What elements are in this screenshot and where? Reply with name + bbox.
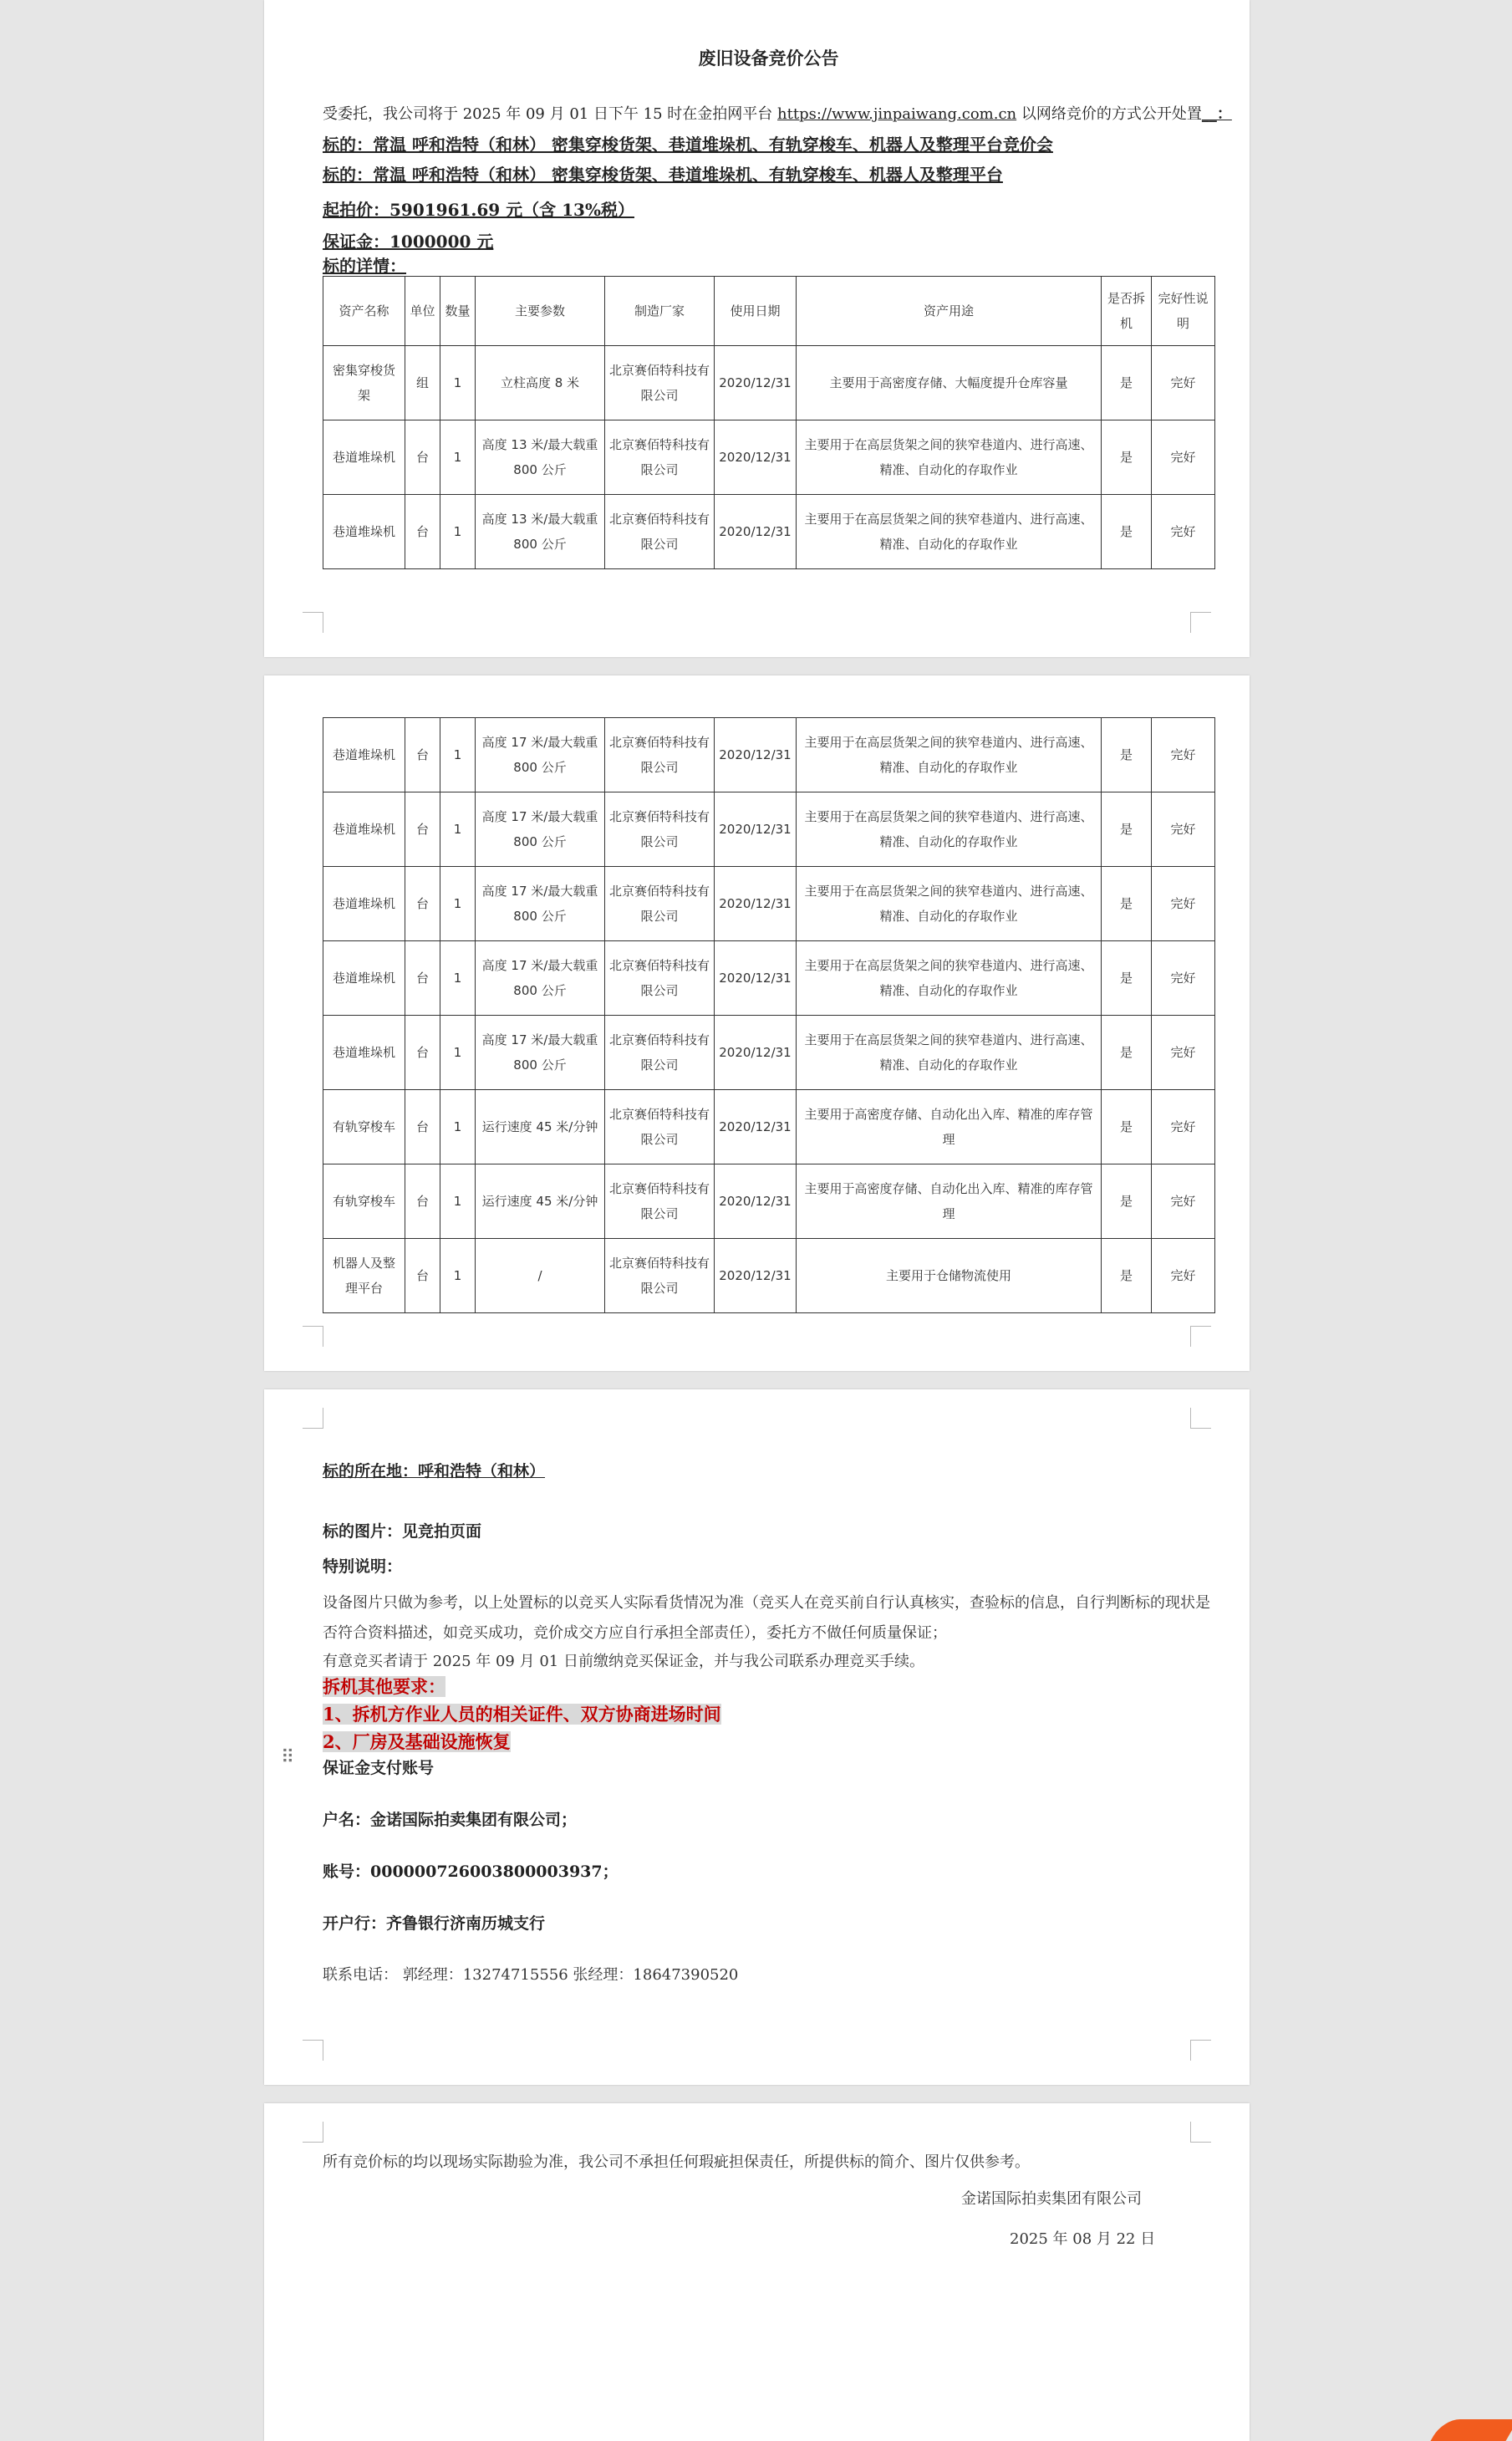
table-cell: 高度 17 米/最大载重 800 公斤: [476, 941, 605, 1016]
table-cell: 高度 17 米/最大载重 800 公斤: [476, 792, 605, 867]
account-number: 账号：000000726003800003937；: [323, 1863, 619, 1881]
table-cell: 完好: [1152, 1239, 1215, 1313]
table-cell: 北京赛佰特科技有限公司: [605, 1016, 715, 1090]
table-cell: 主要用于在高层货架之间的狭窄巷道内、进行高速、精准、自动化的存取作业: [797, 718, 1102, 792]
table-cell: 是: [1102, 346, 1152, 420]
subject-line-1: 标的：常温 呼和浩特（和林） 密集穿梭货架、巷道堆垛机、有轨穿梭车、机器人及整理平台竞价会: [323, 135, 1053, 155]
table-cell: 2020/12/31: [715, 420, 797, 495]
table-cell: 2020/12/31: [715, 1090, 797, 1164]
table-cell: 完好: [1152, 1016, 1215, 1090]
table-cell: 数量: [440, 277, 476, 346]
requirement-2: 2、厂房及基础设施恢复: [323, 1731, 511, 1752]
table-cell: 2020/12/31: [715, 1164, 797, 1239]
special-text: 设备图片只做为参考，以上处置标的以竞买人实际看货情况为准（竞买人在竞买前自行认真核实，查验标的信息，自行判断标的现状是否符合资料描述，如竞买成功，竞价成交方应自行承担全部责任），委托方不做任何质量保证；: [323, 1594, 1210, 1642]
table-cell: /: [476, 1239, 605, 1313]
table-cell: 2020/12/31: [715, 346, 797, 420]
table-cell: 主要用于高密度存储、自动化出入库、精准的库存管理: [797, 1090, 1102, 1164]
page-corner-mark: [303, 612, 323, 633]
table-cell: 高度 17 米/最大载重 800 公斤: [476, 1016, 605, 1090]
table-cell: 完好: [1152, 718, 1215, 792]
asset-table-continued: [323, 717, 1215, 1313]
table-cell: 1: [440, 420, 476, 495]
page-corner-mark: [303, 2122, 323, 2143]
table-cell: 台: [405, 867, 440, 941]
table-cell: 2020/12/31: [715, 718, 797, 792]
issue-date: 2025 年 08 月 22 日: [1010, 2230, 1156, 2248]
table-cell: 完好: [1152, 495, 1215, 569]
table-cell: 完好: [1152, 420, 1215, 495]
table-cell: 台: [405, 718, 440, 792]
table-cell: 有轨穿梭车: [323, 1164, 405, 1239]
table-cell: 北京赛佰特科技有限公司: [605, 346, 715, 420]
table-row: [323, 792, 1215, 867]
table-cell: 2020/12/31: [715, 1016, 797, 1090]
table-row: [323, 718, 1215, 792]
table-cell: 1: [440, 867, 476, 941]
page-corner-mark: [1190, 1408, 1211, 1429]
intro-text: 受委托，我公司将于 2025 年 09 月 01 日下午 15 时在金拍网平台: [323, 105, 778, 123]
table-cell: 1: [440, 941, 476, 1016]
intro-blank: __：: [1201, 105, 1232, 123]
table-cell: 2020/12/31: [715, 941, 797, 1016]
table-cell: 2020/12/31: [715, 792, 797, 867]
table-cell: 台: [405, 1090, 440, 1164]
table-cell: 北京赛佰特科技有限公司: [605, 1164, 715, 1239]
disassembly-label: 拆机其他要求：: [323, 1676, 445, 1697]
table-cell: 资产用途: [797, 277, 1102, 346]
table-cell: 是: [1102, 792, 1152, 867]
table-cell: 2020/12/31: [715, 1239, 797, 1313]
platform-link[interactable]: https://www.jinpaiwang.com.cn: [777, 105, 1017, 123]
table-cell: 主要用于在高层货架之间的狭窄巷道内、进行高速、精准、自动化的存取作业: [797, 495, 1102, 569]
table-cell: 1: [440, 1090, 476, 1164]
table-cell: 2020/12/31: [715, 495, 797, 569]
table-cell: 主要用于在高层货架之间的狭窄巷道内、进行高速、精准、自动化的存取作业: [797, 1016, 1102, 1090]
table-cell: 北京赛佰特科技有限公司: [605, 718, 715, 792]
table-row: [323, 1016, 1215, 1090]
table-cell: 台: [405, 941, 440, 1016]
table-row: [323, 1164, 1215, 1239]
table-cell: 台: [405, 495, 440, 569]
table-cell: 主要用于在高层货架之间的狭窄巷道内、进行高速、精准、自动化的存取作业: [797, 420, 1102, 495]
document-page-2: [264, 675, 1250, 1371]
asset-table: [323, 276, 1215, 569]
table-cell: 单位: [405, 277, 440, 346]
disclaimer: 所有竞价标的均以现场实际勘验为准，我公司不承担任何瑕疵担保责任，所提供标的简介、图片仅供参考。: [323, 2153, 1030, 2171]
table-cell: 北京赛佰特科技有限公司: [605, 867, 715, 941]
table-row: [323, 420, 1215, 495]
table-cell: 巷道堆垛机: [323, 718, 405, 792]
intro-text-2: 以网络竞价的方式公开处置: [1016, 105, 1202, 123]
table-row: [323, 1090, 1215, 1164]
subject-line-2: 标的：常温 呼和浩特（和林） 密集穿梭货架、巷道堆垛机、有轨穿梭车、机器人及整理平台: [323, 165, 1003, 185]
page-corner-mark: [303, 2040, 323, 2061]
table-cell: 有轨穿梭车: [323, 1090, 405, 1164]
page-corner-mark: [1190, 2040, 1211, 2061]
table-cell: 主要用于高密度存储、自动化出入库、精准的库存管理: [797, 1164, 1102, 1239]
document-page-4: [264, 2103, 1250, 2441]
bank-name: 开户行：齐鲁银行济南历城支行: [323, 1914, 546, 1933]
deposit-notice: 有意竞买者请于 2025 年 09 月 01 日前缴纳竞买保证金，并与我公司联系办理竞买手续。: [323, 1653, 924, 1670]
contact-phones: 联系电话： 郭经理：13274715556 张经理：18647390520: [323, 1966, 739, 1984]
drag-handle-icon[interactable]: ⠿: [281, 1747, 295, 1768]
table-cell: 制造厂家: [605, 277, 715, 346]
details-label: 标的详情：: [323, 256, 406, 276]
document-page-3: [264, 1389, 1250, 2085]
table-cell: 使用日期: [715, 277, 797, 346]
table-cell: 台: [405, 420, 440, 495]
table-row: [323, 495, 1215, 569]
account-label: 保证金支付账号: [323, 1759, 435, 1777]
table-cell: 北京赛佰特科技有限公司: [605, 1090, 715, 1164]
table-cell: 完好: [1152, 1164, 1215, 1239]
table-cell: 完好: [1152, 792, 1215, 867]
table-cell: 是: [1102, 1016, 1152, 1090]
table-row: [323, 346, 1215, 420]
table-cell: 密集穿梭货架: [323, 346, 405, 420]
table-cell: 主要用于在高层货架之间的狭窄巷道内、进行高速、精准、自动化的存取作业: [797, 867, 1102, 941]
table-cell: 是: [1102, 420, 1152, 495]
table-cell: 完好: [1152, 941, 1215, 1016]
intro-paragraph: [323, 104, 1232, 125]
table-cell: 立柱高度 8 米: [476, 346, 605, 420]
table-cell: 完好: [1152, 867, 1215, 941]
account-holder: 户名：金诺国际拍卖集团有限公司；: [323, 1811, 578, 1829]
table-header-row: [323, 277, 1215, 346]
page-corner-mark: [303, 1408, 323, 1429]
table-cell: 资产名称: [323, 277, 405, 346]
table-cell: 2020/12/31: [715, 867, 797, 941]
special-label: 特别说明：: [323, 1557, 403, 1576]
table-cell: 巷道堆垛机: [323, 867, 405, 941]
issuer-company: 金诺国际拍卖集团有限公司: [961, 2190, 1142, 2208]
table-cell: 机器人及整理平台: [323, 1239, 405, 1313]
table-row: [323, 941, 1215, 1016]
table-cell: 是: [1102, 1164, 1152, 1239]
document-title: 废旧设备竞价公告: [698, 48, 839, 69]
table-cell: 北京赛佰特科技有限公司: [605, 792, 715, 867]
table-cell: 巷道堆垛机: [323, 941, 405, 1016]
table-cell: 1: [440, 718, 476, 792]
table-cell: 巷道堆垛机: [323, 495, 405, 569]
table-cell: 巷道堆垛机: [323, 1016, 405, 1090]
deposit-amount: 保证金：1000000 元: [323, 232, 494, 252]
table-cell: 是: [1102, 1239, 1152, 1313]
table-cell: 运行速度 45 米/分钟: [476, 1090, 605, 1164]
table-cell: 1: [440, 792, 476, 867]
table-cell: 是: [1102, 718, 1152, 792]
table-cell: 高度 17 米/最大载重 800 公斤: [476, 718, 605, 792]
table-cell: 主要参数: [476, 277, 605, 346]
table-cell: 完好: [1152, 346, 1215, 420]
table-cell: 1: [440, 1164, 476, 1239]
table-cell: 高度 13 米/最大载重 800 公斤: [476, 420, 605, 495]
table-cell: 巷道堆垛机: [323, 420, 405, 495]
corner-ribbon-icon: [1430, 2419, 1512, 2441]
table-cell: 台: [405, 1016, 440, 1090]
table-cell: 主要用于在高层货架之间的狭窄巷道内、进行高速、精准、自动化的存取作业: [797, 792, 1102, 867]
table-cell: 高度 13 米/最大载重 800 公斤: [476, 495, 605, 569]
page-corner-mark: [1190, 612, 1211, 633]
requirement-1: 1、拆机方作业人员的相关证件、双方协商进场时间: [323, 1704, 721, 1725]
table-cell: 北京赛佰特科技有限公司: [605, 420, 715, 495]
table-cell: 台: [405, 1164, 440, 1239]
table-cell: 北京赛佰特科技有限公司: [605, 495, 715, 569]
table-cell: 台: [405, 792, 440, 867]
table-cell: 巷道堆垛机: [323, 792, 405, 867]
page-corner-mark: [1190, 1326, 1211, 1347]
table-cell: 台: [405, 1239, 440, 1313]
table-cell: 完好: [1152, 1090, 1215, 1164]
table-cell: 是: [1102, 495, 1152, 569]
table-cell: 主要用于高密度存储、大幅度提升仓库容量: [797, 346, 1102, 420]
table-cell: 组: [405, 346, 440, 420]
location: 标的所在地：呼和浩特（和林）: [323, 1462, 546, 1480]
table-cell: 是: [1102, 1090, 1152, 1164]
table-cell: 主要用于仓储物流使用: [797, 1239, 1102, 1313]
table-row: [323, 867, 1215, 941]
table-cell: 是否拆机: [1102, 277, 1152, 346]
page-corner-mark: [1190, 2122, 1211, 2143]
table-cell: 1: [440, 495, 476, 569]
table-cell: 主要用于在高层货架之间的狭窄巷道内、进行高速、精准、自动化的存取作业: [797, 941, 1102, 1016]
table-cell: 运行速度 45 米/分钟: [476, 1164, 605, 1239]
page-corner-mark: [303, 1326, 323, 1347]
table-cell: 1: [440, 1239, 476, 1313]
table-cell: 完好性说明: [1152, 277, 1215, 346]
images-note: 标的图片：见竞拍页面: [323, 1522, 482, 1541]
table-cell: 高度 17 米/最大载重 800 公斤: [476, 867, 605, 941]
table-row: [323, 1239, 1215, 1313]
document-page-1: [264, 0, 1250, 657]
table-cell: 是: [1102, 941, 1152, 1016]
start-price: 起拍价：5901961.69 元（含 13%税）: [323, 200, 634, 220]
table-cell: 1: [440, 346, 476, 420]
table-cell: 1: [440, 1016, 476, 1090]
table-cell: 北京赛佰特科技有限公司: [605, 941, 715, 1016]
table-cell: 北京赛佰特科技有限公司: [605, 1239, 715, 1313]
table-cell: 是: [1102, 867, 1152, 941]
